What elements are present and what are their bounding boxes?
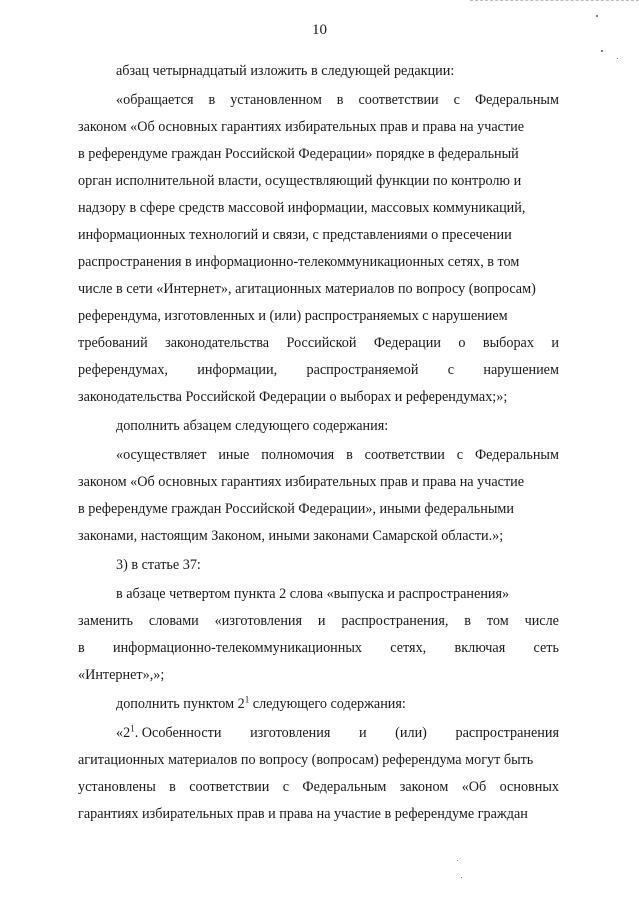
word: и <box>317 613 326 629</box>
word: информации, <box>197 362 278 378</box>
text-line: 3) в статье 37: <box>116 557 201 573</box>
word: с <box>456 447 464 463</box>
word: Федеральным <box>474 447 559 463</box>
text-line: абзац четырнадцатый изложить в следующей редакции: <box>116 63 455 79</box>
word: в <box>169 779 176 795</box>
word: соответствии <box>358 92 439 108</box>
page-number: 10 <box>312 22 327 38</box>
word: Федеральным <box>302 779 387 795</box>
word: референдумах, <box>78 362 168 378</box>
text-line-justified <box>116 91 559 109</box>
word: изготовления <box>250 725 331 741</box>
word: том <box>486 613 509 629</box>
text-line: законом «Об основных гарантиях избирательных прав и права на участие <box>78 474 525 490</box>
word: в <box>464 613 471 629</box>
scan-speck <box>596 15 598 17</box>
superscript: 1 <box>130 723 135 734</box>
word: «обращается <box>116 92 194 108</box>
text-line: «Интернет»,»; <box>78 667 165 683</box>
text-line: в референдуме граждан Российской Федерации», иными федеральными <box>78 501 514 517</box>
text-line-justified <box>78 361 559 379</box>
text-line: распространения в информационно-телекоммуникационных сетях, в том <box>78 254 520 270</box>
word: сетях, <box>390 640 427 656</box>
text-line-justified <box>78 778 559 796</box>
word: числе <box>524 613 559 629</box>
text-line-justified <box>78 612 559 630</box>
word: в <box>336 92 344 108</box>
text-fragment: . Особенности <box>134 725 222 741</box>
word: Федеральным <box>474 92 559 108</box>
text-line: надзору в сфере средств массовой информации, массовых коммуникаций, <box>78 200 526 216</box>
scan-speck <box>461 877 462 878</box>
text-fragment: «2 <box>116 725 131 741</box>
text-line: орган исполнительной власти, осуществляющий функции по контролю и <box>78 173 522 189</box>
word: с <box>447 362 455 378</box>
text-line: законом «Об основных гарантиях избирательных прав и права на участие <box>78 119 525 135</box>
word: и <box>551 335 559 351</box>
word <box>116 724 221 742</box>
word: «изготовления <box>214 613 303 629</box>
word: в <box>346 447 353 463</box>
text-line: гарантиях избирательных прав и права на участие в референдуме граждан <box>78 806 528 822</box>
word: включая <box>454 640 506 656</box>
text-fragment: следующего содержания: <box>249 696 406 712</box>
word: словами <box>148 613 199 629</box>
text-line-justified <box>116 446 559 464</box>
word: в <box>208 92 216 108</box>
word: полномочия <box>261 447 335 463</box>
text-line-justified <box>78 334 559 352</box>
word: информационно-телекоммуникационных <box>113 640 362 656</box>
text-line: законодательства Российской Федерации о выборах и референдумах;»; <box>78 389 508 405</box>
word: нарушением <box>483 362 559 378</box>
superscript: 1 <box>244 694 250 705</box>
word: «осуществляет <box>116 447 207 463</box>
text-line: в абзаце четвертом пункта 2 слова «выпуска и распространения» <box>116 586 510 602</box>
scan-speck <box>601 50 603 52</box>
word: (или) <box>395 725 427 741</box>
word: с <box>453 92 460 108</box>
text-line: референдума, изготовленных и (или) распространяемых с нарушением <box>78 308 508 324</box>
word: требований <box>78 335 148 351</box>
scan-speck <box>457 860 458 861</box>
word: Федерации <box>373 335 441 351</box>
word: установлены <box>78 779 156 795</box>
word: соответствии <box>364 447 445 463</box>
word: сеть <box>533 640 559 656</box>
word: с <box>282 779 290 795</box>
text-line: числе в сети «Интернет», агитационных материалов по вопросу (вопросам) <box>78 281 536 297</box>
word: выборах <box>482 335 534 351</box>
text-line-justified <box>116 724 559 742</box>
text-line: информационных технологий и связи, с представлениями о пресечении <box>78 227 512 243</box>
text-line: законами, настоящим Законом, иными законами Самарской области.»; <box>78 528 504 544</box>
word: законом <box>399 779 449 795</box>
word: о <box>458 335 466 351</box>
word: законодательства <box>165 335 270 351</box>
scan-speck <box>617 58 618 59</box>
text-line: агитационных материалов по вопросу (вопросам) референдума могут быть <box>78 752 534 768</box>
word: соответствии <box>189 779 270 795</box>
word: Российской <box>286 335 357 351</box>
word: заменить <box>78 613 134 629</box>
word: распространения <box>455 725 559 741</box>
text-line: в референдуме граждан Российской Федерации» порядке в федеральный <box>78 146 519 162</box>
word: «Об <box>461 779 487 795</box>
word: распространяемой <box>306 362 419 378</box>
word: установленном <box>230 92 322 108</box>
text-line-justified <box>78 639 559 657</box>
word: в <box>78 640 85 656</box>
word: основных <box>499 779 559 795</box>
word: иные <box>218 447 250 463</box>
text-line <box>116 695 406 713</box>
text-fragment: дополнить пунктом 2 <box>116 696 245 712</box>
text-line: дополнить абзацем следующего содержания: <box>116 418 389 434</box>
word: и <box>358 725 367 741</box>
scan-edge-mark <box>470 0 639 4</box>
word: распространения, <box>341 613 449 629</box>
